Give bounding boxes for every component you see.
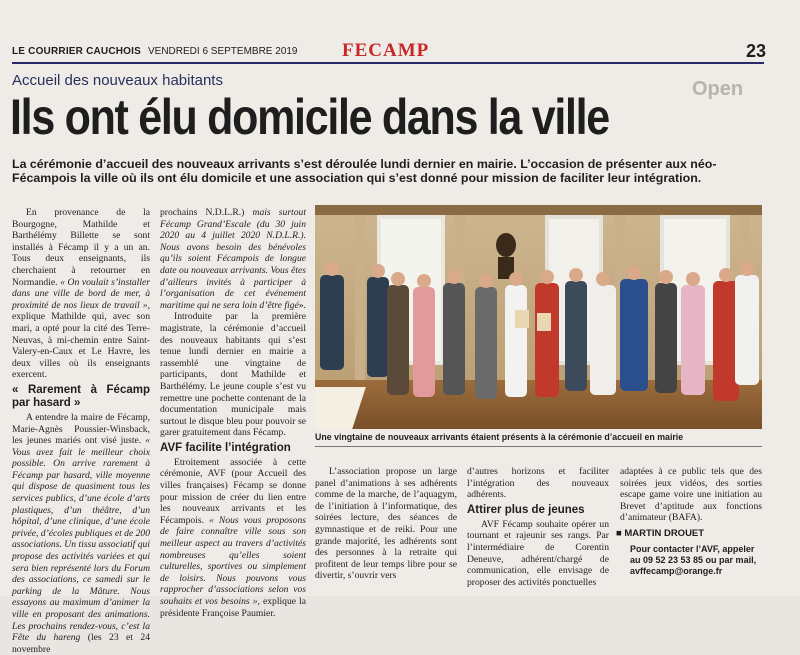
group-photo-illustration xyxy=(315,205,762,429)
col1-maire-quote: « Vous avez fait le meilleur choix possible. On arrive rarement à Fécamp par hasard, ville moyenne qui dispose de quasiment tous les services publics, d’une école d’arts plastiques, d’un théâtre, d’un hôpital, d’une clinique, d’une école privée, d’écoles publiques et de 200 associations. Un tissu associatif qui propose des activités variées et qui sera bien représenté lors du Forum des associations, ce samedi sur le parking de la Mâture. Nous essayons au maximum d’animer la ville en proposant des animations. Les prochains rendez-vous, c’est la Fête du hareng xyxy=(12,435,150,644)
col4-intro: d’autres horizons et faciliter l’intégration des nouveaux adhérents. xyxy=(467,466,609,501)
col2-avf-end: explique la présidente Françoise Paumier. xyxy=(160,596,306,619)
contact-info: Pour contacter l’AVF, appeler au 09 52 23 53 85 ou par mail, avffecamp@orange.fr xyxy=(630,544,757,576)
column-1 xyxy=(12,207,150,655)
col2-avf: Etroitement associée à cette cérémonie, AVF (pour Accueil des villes françaises) Fécamp se donne pour mission de créer du lien entre les nouveaux arrivants et les Fécampois. xyxy=(160,456,306,526)
col1-maire-end: (les 23 et 24 novembre xyxy=(12,632,150,655)
col1-maire: A entendre la maire de Fécamp, Marie-Agnès Poussier-Winsback, les jeunes mariés ont visé juste. xyxy=(12,411,150,447)
col2-quote-end: ». xyxy=(298,299,306,311)
article-headline: Ils ont élu domicile dans la ville xyxy=(10,89,609,145)
masthead-rule xyxy=(12,62,764,64)
column-4 xyxy=(467,466,609,588)
col2-avf-quote: « Nous vous proposons de faire connaître ville sous son meilleur aspect au travers d’activités nombreuses qu’elles soient culturelles, sportives ou simplement de loisirs. Nous pouvons vous rapprocher d’associations selon vos souhaits et vos besoins », xyxy=(160,514,306,607)
section-title: FECAMP xyxy=(342,40,430,61)
subheading-rarement: « Rarement à Fécamp par hasard » xyxy=(12,383,150,409)
issue-date: VENDREDI 6 SEPTEMBRE 2019 xyxy=(148,46,298,57)
article-rubric: Accueil des nouveaux habitants xyxy=(12,72,223,89)
page-number: 23 xyxy=(745,41,766,61)
column-5 xyxy=(620,466,762,524)
col3-text: L’association propose un large panel d’animations à ses adhérents comme de la marche, de l’aquagym, de l’initiation à l’informatique, des soirées lecture, des séances de gymnastique et de reiki. Pour une grande majorité, les adhérents sont des personnes à la retraite qui profitent de leur temps libre pour se divertir, s’ouvrir vers xyxy=(315,466,457,582)
column-2 xyxy=(160,207,306,619)
col1-quote: « On voulait s’installer dans une ville de bord de mer, à proximité de nos lieux de travail », xyxy=(12,276,150,311)
col1-intro-end: explique Mathilde qui, avec son mari, a opté pour la cité des Terre-Neuvas, à mi-chemin entre Saint-Valery-en-Caux et Le Havre, les deux villes où ils enseignants exercent. xyxy=(12,311,150,381)
col2-quote: mais surtout Fécamp Grand’Escale (du 30 juin 2020 au 4 juillet 2020 N.D.L.R.). Nous avons besoin des bénévoles qu’ils soient Fécampois de longue date ou nouveaux arrivants. Vous êtes d’ailleurs invités à participer à l’organisation de cet événement maritime qui ne sera loin d’être figé xyxy=(160,207,306,311)
masthead xyxy=(12,40,778,66)
col1-intro: En provenance de la Bourgogne, Mathilde et Barthélémy Billette se sont installés à Fécamp il y a un an. Tous deux enseignants, ils cherchaient à retourner en Normandie. xyxy=(12,207,150,288)
author-signature: ■ MARTIN DROUET xyxy=(616,528,705,539)
col4-text: AVF Fécamp souhaite opérer un tournant et rajeunir ses rangs. Par l’intermédiaire de Corentin Deneuve, adhérent/chargé de communication, elle envisage de proposer des activités ponctuelles xyxy=(467,518,609,588)
col2-start: prochains N.D.L.R.) xyxy=(160,207,245,218)
col2-ceremony: Introduite par la première magistrate, la cérémonie d’accueil des nouveaux habitants qui s’est tenue lundi dernier en mairie a rassemblé une vingtaine de participants, dont Mathilde et Barthélémy. Le jeune couple s’est vu remettre une pochette contenant de la documentation municipale mais surtout le disque bleu pour pouvoir se garer gratuitement dans Fécamp. xyxy=(160,311,306,439)
group-photo xyxy=(315,205,762,429)
column-3 xyxy=(315,466,457,582)
photo-caption: Une vingtaine de nouveaux arrivants étaient présents à la cérémonie d’accueil en mairie xyxy=(315,432,684,442)
background-headline: Open xyxy=(692,78,744,100)
newspaper-name: LE COURRIER CAUCHOIS xyxy=(12,46,142,57)
article-lead: La cérémonie d’accueil des nouveaux arrivants s’est déroulée lundi dernier en mairie. L’occasion de présenter aux néo-Fécampois la ville où ils ont élu domicile et une association qui s’est donné pour mission de faciliter leur intégration. xyxy=(12,157,717,185)
col5-text: adaptées à ce public tels que des soirées jeux vidéos, des sorties escape game voire une initiation au Brevet d’aptitude aux fonctions d’animateur (BAFA). xyxy=(620,466,762,524)
subheading-avf: AVF facilite l’intégration xyxy=(160,441,291,454)
subheading-jeunes: Attirer plus de jeunes xyxy=(467,503,585,516)
caption-rule xyxy=(315,446,762,447)
